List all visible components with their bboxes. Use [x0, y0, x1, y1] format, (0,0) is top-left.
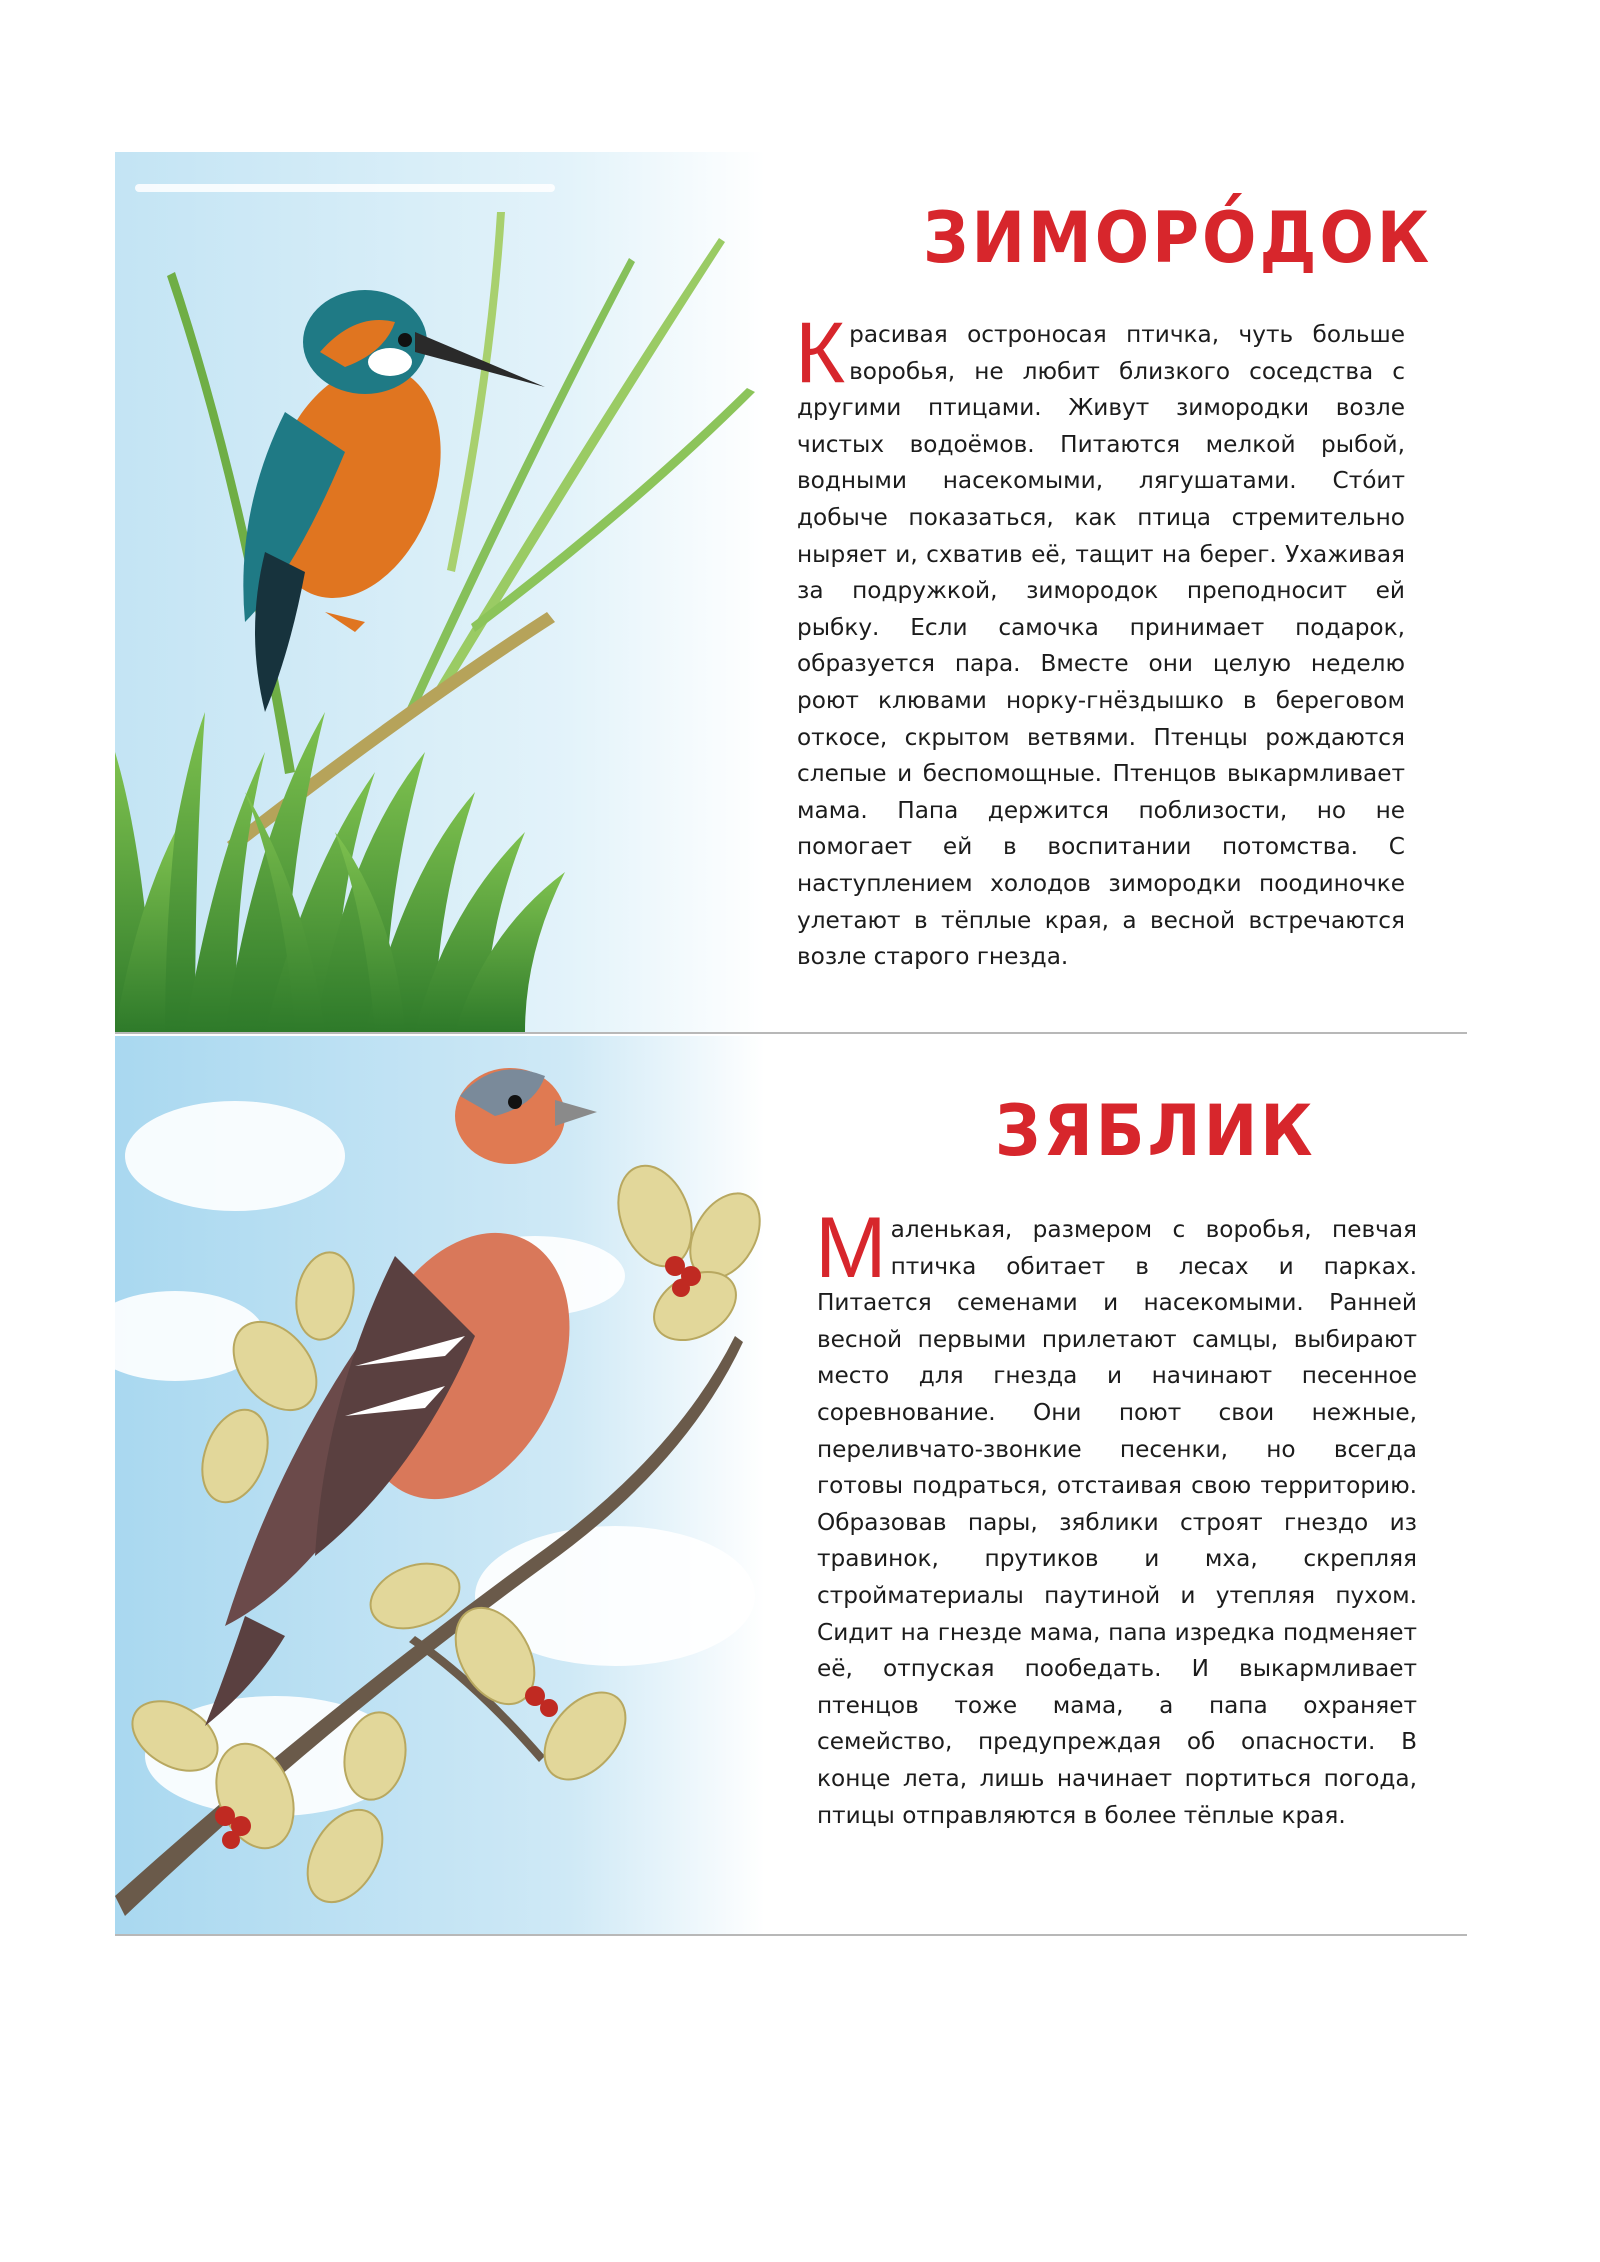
- kingfisher-text: расивая остроносая птичка, чуть больше воробья, не любит близкого соседства с другими птицами. Живут зимородки возле чистых водоёмов. Питаются мелкой рыбой, водными насекомыми, лягушатами. Сто́ит добыче показаться, как птица стремительно ныряет и, схватив её, тащит на берег. Ухаживая за подружкой, зимородок преподносит ей рыбку. Если самочка принимает подарок, образуется пара. Вместе они целую неделю роют клювами норку-гнёздышко в береговом откосе, скрытом ветвями. Птенцы рождаются слепые и беспомощные. Птенцов выкармливает мама. Папа держится поблизости, но не помогает ей в воспитании потомства. С наступлением холодов зимородки поодиночке улетают в тёплые края, а весной встречаются возле старого гнезда.: [797, 321, 1405, 971]
- chaffinch-text: аленькая, размером с воробья, певчая птичка обитает в лесах и парках. Питается семенами и насекомыми. Ранней весной первыми прилетают самцы, выбирают место для гнезда и начинают песенное соревнование. Они поют свои нежные, переливчато-звонкие песенки, но всегда готовы подраться, отстаивая свою территорию. Образовав пары, зяблики строят гнездо из травинок, прутиков и мха, скрепляя стройматериалы паутиной и утепляя пухом. Сидит на гнезде мама, папа изредка подменяет её, отпуская пообедать. И выкармливает птенцов тоже мама, а папа охраняет семейство, предупреждая об опасности. В конце лета, лишь начинает портиться погода, птицы отправляются в более тёплые края.: [817, 1216, 1417, 1829]
- kingfisher-illustration: [115, 152, 765, 1032]
- kingfisher-title: ЗИМОРО́ДОК: [923, 198, 1433, 280]
- chaffinch-title: ЗЯБЛИК: [995, 1091, 1316, 1173]
- kingfisher-dropcap: К: [795, 305, 846, 401]
- section-divider: [115, 1032, 1467, 1034]
- bottom-divider: [115, 1934, 1467, 1936]
- kingfisher-description: [795, 305, 1405, 976]
- kingfisher-section: [115, 152, 1467, 1032]
- chaffinch-description: [815, 1200, 1417, 1834]
- chaffinch-section: [115, 1036, 1467, 1934]
- chaffinch-illustration: [115, 1036, 765, 1934]
- chaffinch-dropcap: М: [815, 1200, 887, 1296]
